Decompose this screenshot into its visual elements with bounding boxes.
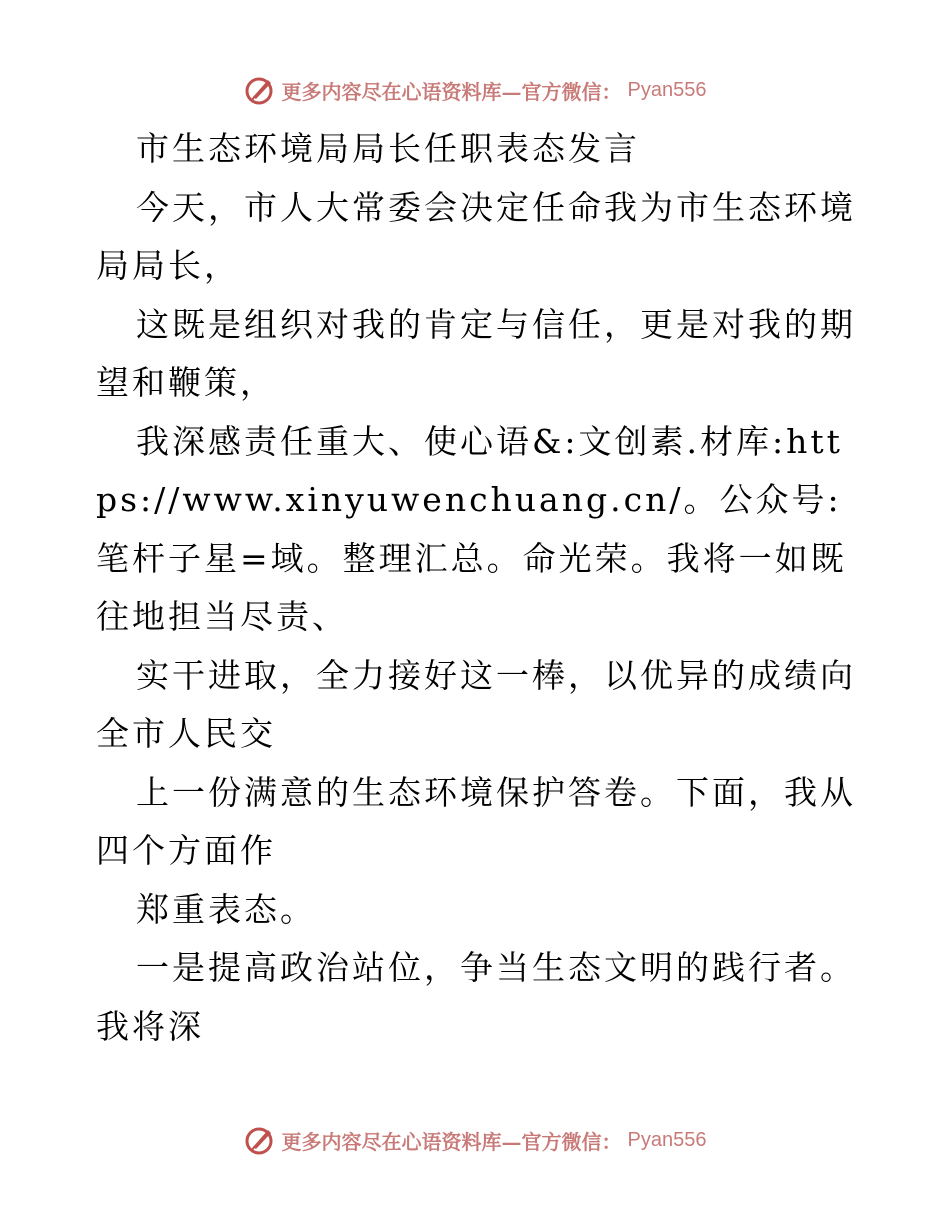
footer-banner bbox=[0, 1120, 950, 1160]
paragraph: 今天，市人大常委会决定任命我为市生态环境局局长， bbox=[96, 187, 856, 285]
paragraph: 上一份满意的生态环境保护答卷。下面，我从四个方面作 bbox=[96, 772, 856, 870]
paragraph: 一是提高政治站位，争当生态文明的践行者。我将深 bbox=[96, 948, 856, 1046]
paragraph: 实干进取，全力接好这一棒，以优异的成绩向全市人民交 bbox=[96, 655, 856, 753]
banner-text: 更多内容尽在心语资料库—官方微信： bbox=[281, 1129, 622, 1154]
paragraph: 这既是组织对我的肯定与信任，更是对我的期望和鞭策， bbox=[96, 304, 856, 402]
banner-wechat-id: Pyan556 bbox=[627, 78, 707, 101]
quill-logo-icon bbox=[244, 74, 276, 106]
banner-wechat-id: Pyan556 bbox=[627, 1128, 707, 1151]
document-body bbox=[96, 120, 856, 1056]
document-title: 市生态环境局局长任职表态发言 bbox=[136, 129, 640, 168]
paragraph: 郑重表态。 bbox=[136, 889, 316, 929]
paragraph: 我深感责任重大、使心语&:文创素.材库:https://www.xinyuwenchuang.cn/。公众号:笔杆子星=域。整理汇总。命光荣。我将一如既往地担当尽责、 bbox=[96, 421, 847, 636]
quill-logo-icon bbox=[244, 1124, 276, 1156]
header-banner bbox=[0, 70, 950, 110]
banner-text: 更多内容尽在心语资料库—官方微信： bbox=[281, 79, 622, 104]
